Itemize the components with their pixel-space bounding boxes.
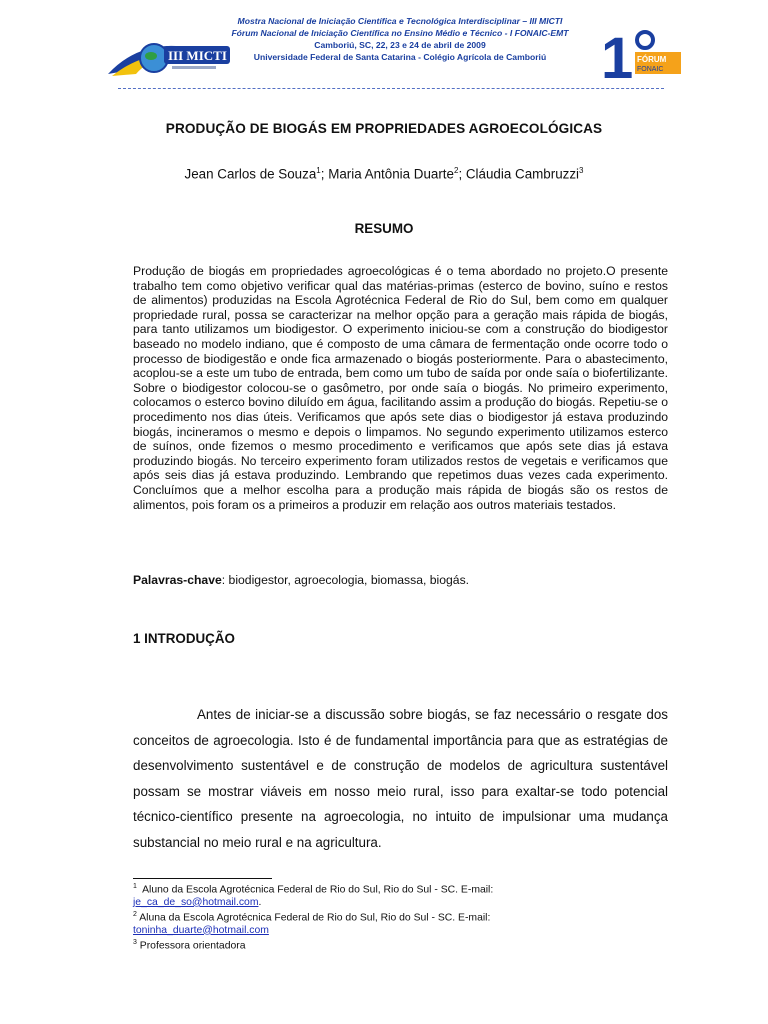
logo-left-text: III MICTI (168, 48, 227, 63)
event-header (222, 15, 578, 63)
author-2: Maria Antônia Duarte (328, 166, 454, 182)
author-2-mark: 2 (453, 166, 459, 175)
paper-title: PRODUÇÃO DE BIOGÁS EM PROPRIEDADES AGROECOLÓGICAS (165, 121, 603, 136)
section-heading-introduction: 1 INTRODUÇÃO (133, 631, 235, 646)
author-3: Cláudia Cambruzzi (465, 166, 580, 182)
keywords-list: : biodigestor, agroecologia, biomassa, biogás. (221, 573, 470, 587)
footnote-3-mark: 3 (133, 938, 137, 946)
header-line-4: Universidade Federal de Santa Catarina - Colégio Agrícola de Camboriú (253, 52, 547, 62)
logo-ordinal (637, 32, 653, 48)
footnote-1-after: . (258, 896, 262, 908)
abstract-text: Produção de biogás em propriedades agroecológicas é o tema abordado no projeto.O presente trabalho tem como objetivo verificar qual das matérias-primas (esterco de bovino, suíno e restos de alimentos) produzidas na Escola Agrotécnica Federal de Rio do Sul, bem como em qualquer propriedade rural, possa se caracterizar na melhor opção para a geração mais rápida de biogás, para tanto utilizamos um biodigestor. O experimento iniciou-se com a construção do biodigestor baseado no modelo indiano, que é composto de uma câmara de fermentação onde ocorre todo o processo de biodigestão e onde fica armazenado o biogás posteriormente. Para o abastecimento, acoplou-se a este um tubo de entrada, bem como um tubo de saída por onde saía o biofertilizante. Sobre o biodigestor colocou-se o gasômetro, por onde saía o biogás. No primeiro experimento, colocamos o esterco bovino diluído em água, facilitando assim a produção do biogás. Repetiu-se o procedimento nos dias úteis. Verificamos que após sete dias o biodigestor já estava produzindo biogás, incineramos o mesmo e depois o limpamos. No segundo experimento utilizamos esterco de suínos, onde fizemos o mesmo procedimento e verificamos que após sete dias já estava produzindo biogás. No terceiro experimento foram utilizados restos de vegetais e verificamos que após seis dias já estava produzindo. Lembrando que repetimos duas vezes cada experimento. Concluímos que a melhor escolha para a produção mais rápida de biogás são os restos de alimentos, pois foram os a primeiros a produzir em relação aos outros materiais testados. (133, 264, 668, 512)
abstract-heading: RESUMO (354, 221, 414, 236)
author-1-mark: 1 (316, 166, 321, 175)
header-line-1: Mostra Nacional de Iniciação Científica e Tecnológica Interdisciplinar – III MICTI (237, 16, 563, 26)
logo-globe-land (145, 52, 157, 60)
header-line-3: Camboriú, SC, 22, 23 e 24 de abril de 2009 (314, 40, 486, 50)
footnote-2-text: Aluna da Escola Agrotécnica Federal de Rio do Sul, Rio do Sul - SC. E-mail: (136, 912, 491, 924)
author-1: Jean Carlos de Souza (184, 166, 317, 182)
footnote-2 (133, 909, 668, 937)
footnote-1-text: Aluno da Escola Agrotécnica Federal de Rio do Sul, Rio do Sul - SC. E-mail: (136, 884, 494, 896)
footnote-1 (133, 881, 668, 909)
logo-underbar (172, 66, 216, 69)
author-list (0, 166, 768, 181)
introduction-paragraph: Antes de iniciar-se a discussão sobre biogás, se faz necessário o resgate dos conceitos de agroecologia. Isto é de fundamental importância para que as estratégias de desenvolvimento sustentável e de construção de modelos de agricultura sustentável possam se mostrar viáveis em nosso meio rural, isso para exaltar-se todo potencial técnico-científico presente na agroecologia, no intuito de impulsionar uma mudança substancial no meio rural e na agricultura. (133, 707, 668, 850)
footnote-2-mark: 2 (133, 910, 137, 918)
header-line-2: Fórum Nacional de Iniciação Científica no Ensino Médio e Técnico - I FONAIC-EMT (231, 28, 569, 38)
logo-big-one: 1 (601, 28, 634, 82)
author-sep-1: ; (320, 166, 329, 182)
footnote-1-mark: 1 (133, 883, 137, 890)
logo-right-text: FÓRUM (637, 55, 667, 64)
keywords-label: Palavras-chave (133, 573, 222, 587)
footnote-1-email-link[interactable]: je_ca_de_so@hotmail.com (133, 896, 259, 908)
footnotes (133, 881, 668, 952)
footnote-3 (133, 937, 668, 953)
header-divider (118, 88, 664, 89)
micti-logo (106, 34, 234, 82)
author-sep-2: ; (458, 166, 466, 182)
footnote-2-email-link[interactable]: toninha_duarte@hotmail.com (133, 924, 269, 936)
keywords (133, 573, 668, 588)
logo-right-subtext: FONAIC (637, 66, 664, 73)
fonaic-logo (601, 28, 683, 82)
footnote-divider (133, 878, 272, 879)
author-3-mark: 3 (579, 166, 584, 175)
footnote-3-text: Professora orientadora (136, 940, 246, 952)
